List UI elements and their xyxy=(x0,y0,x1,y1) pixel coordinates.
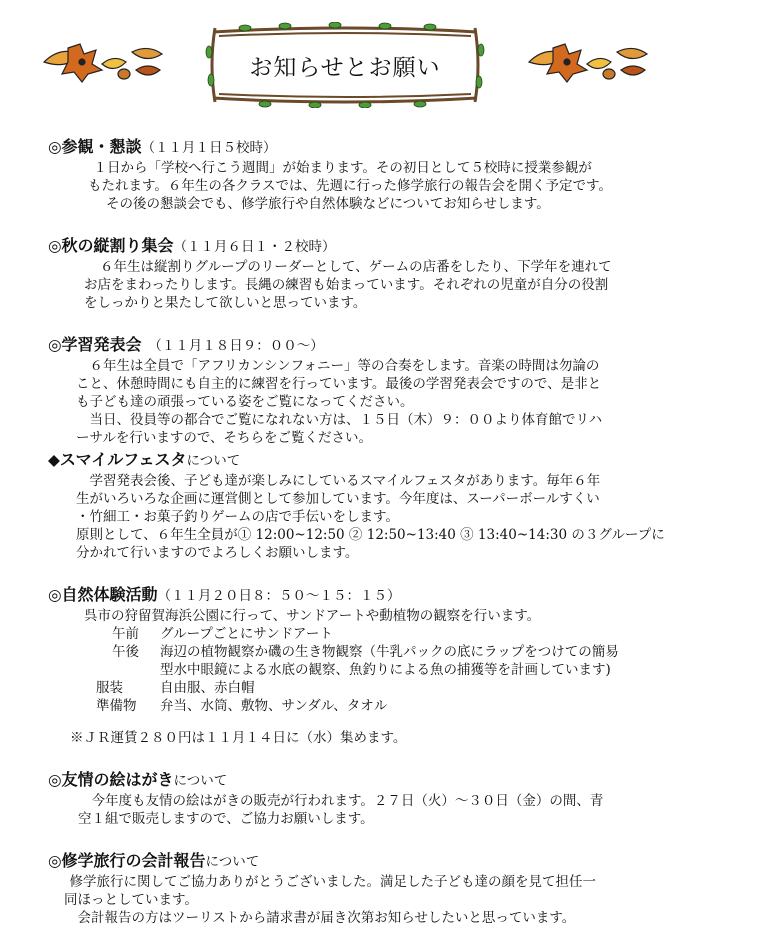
paragraph-line: １日から「学校へ行こう週間」が始まります。その初日として５校時に授業参観が xyxy=(80,160,592,176)
paragraph-line: 分かれて行いますのでよろしくお願いします。 xyxy=(76,545,359,561)
autumn-leaves-right-icon xyxy=(525,40,655,86)
section-smile-festa xyxy=(48,449,718,562)
section-autumn xyxy=(48,235,718,312)
paragraph-line: 空１組で販売しますので、ご協力お願いします。 xyxy=(78,811,374,827)
section-trip-report xyxy=(48,850,718,927)
schedule-row-am: 午前 グループごとにサンドアート xyxy=(112,626,333,642)
notice-body xyxy=(48,136,718,927)
paragraph-line: ６年生は縦割りグループのリーダーとして、ゲームの店番をしたり、下学年を連れて xyxy=(100,259,612,275)
header xyxy=(0,0,767,120)
section-postcard xyxy=(48,769,718,828)
paragraph-line: お店をまわったりします。長縄の練習も始まっています。それぞれの児童が自分の役割 xyxy=(84,277,609,293)
section-heading: ◎修学旅行の会計報告について xyxy=(48,851,260,870)
section-heading: ◆スマイルフェスタについて xyxy=(48,450,241,469)
section-heading: ◎友情の絵はがきについて xyxy=(48,770,228,789)
paragraph-line: 今年度も友情の絵はがきの販売が行われます。２７日（火）～３０日（金）の間、青 xyxy=(78,793,604,809)
paragraph-line: 当日、役員等の都合でご覧になれない方は、１５日（木）９：００より体育館でリハ xyxy=(76,412,603,428)
paragraph-line: 会計報告の方はツーリストから請求書が届き次第お知らせしたいと思っています。 xyxy=(64,910,576,926)
paragraph-line: 学習発表会後、子ども達が楽しみにしているスマイルフェスタがあります。毎年６年 xyxy=(76,473,601,489)
paragraph-line: 型水中眼鏡による水底の観察、魚釣りによる魚の捕獲等を計画しています) xyxy=(160,662,611,678)
section-visit xyxy=(48,136,718,213)
paragraph-line: 呉市の狩留賀海浜公園に行って、サンドアートや動植物の観察を行います。 xyxy=(84,608,541,624)
section-heading: ◎自然体験活動（１１月２０日８：５０～１５：１５） xyxy=(48,585,401,604)
paragraph-line: も子ども達の頑張っている姿をご覧になってください。 xyxy=(76,394,414,410)
fare-note: ※ＪＲ運賃２８０円は１１月１４日に（水）集めます。 xyxy=(70,730,407,746)
items-row: 準備物 弁当、水筒、敷物、サンダル、タオル xyxy=(96,698,388,714)
section-heading: ◎学習発表会 （１１月１８日９：００～） xyxy=(48,335,324,354)
paragraph-line: その後の懇談会でも、修学旅行や自然体験などについてお知らせします。 xyxy=(106,196,550,212)
dress-row: 服装 自由服、赤白帽 xyxy=(96,680,255,696)
paragraph-line: ーサルを行いますので、そちらをご覧ください。 xyxy=(76,430,373,446)
paragraph-line: をしっかりと果たして欲しいと思っています。 xyxy=(84,295,367,311)
page-title: お知らせとお願い xyxy=(249,54,441,81)
section-heading: ◎参観・懇談（１１月１日５校時） xyxy=(48,137,277,156)
paragraph-line: 修学旅行に関してご協力ありがとうございました。満足した子ども達の顔を見て担任一 xyxy=(56,874,596,890)
section-nature xyxy=(48,584,718,747)
paragraph-line: こと、休憩時間にも自主的に練習を行っています。最後の学習発表会ですので、是非と xyxy=(76,376,602,392)
paragraph-line: ６年生は全員で「アフリカンシンフォニー」等の合奏をします。音楽の時間は勿論の xyxy=(76,358,600,374)
paragraph-line: もたれます。６年生の各クラスでは、先週に行った修学旅行の報告会を開く予定です。 xyxy=(88,178,612,194)
paragraph-line: 原則として、６年生全員が① 12:00~12:50 ② 12:50~13:40 ③ 13:40~14:30 の３グループに xyxy=(76,527,665,543)
section-recital xyxy=(48,334,718,447)
paragraph-line: 同ほっとしています。 xyxy=(64,892,198,908)
paragraph-line: 生がいろいろな企画に運営側として参加しています。今年度は、スーパーボールすくい xyxy=(76,491,600,507)
section-heading: ◎秋の縦割り集会（１１月６日１・２校時） xyxy=(48,236,336,255)
autumn-leaves-left-icon xyxy=(40,40,170,86)
paragraph-line: ・竹細工・お菓子釣りゲームの店で手伝いをします。 xyxy=(76,509,399,525)
schedule-row-pm: 午後 海辺の植物観察か磯の生き物観察（牛乳パックの底にラップをつけての簡易 xyxy=(112,644,619,660)
